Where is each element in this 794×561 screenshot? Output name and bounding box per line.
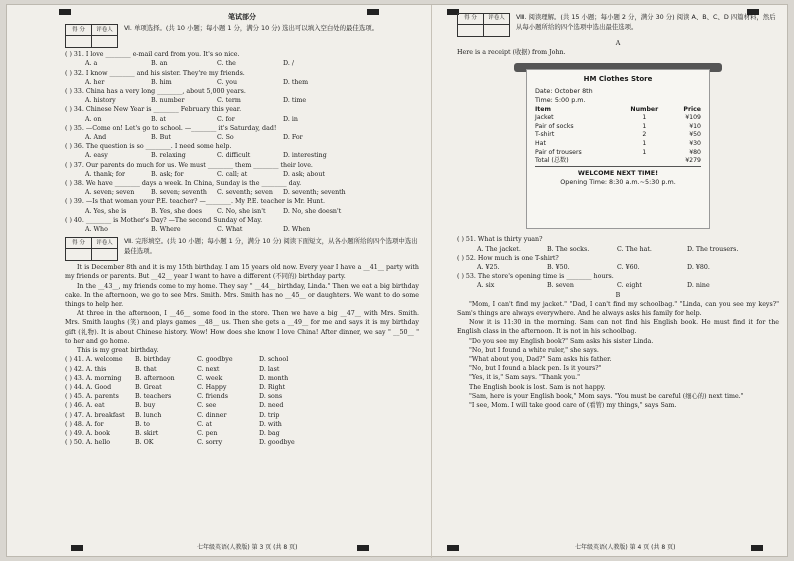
cloze-option-row (65, 438, 419, 447)
answer-option[interactable]: D. interesting (283, 152, 327, 160)
question-stem: ( ) 38. We have ________ days a week. In China, Sunday is the ________ day. (65, 180, 302, 188)
page-3 (7, 5, 427, 558)
cloze-option[interactable]: ( ) 46. A. eat (65, 402, 105, 410)
answer-option[interactable]: A. easy (85, 152, 108, 160)
answer-option[interactable]: C. So (217, 134, 234, 142)
answer-option[interactable]: B. an (151, 60, 168, 68)
page-4 (435, 5, 789, 558)
cloze-option-row (65, 411, 419, 420)
question-stem: ( ) 53. The store's opening time is ________ hours. (457, 273, 614, 281)
question-stem: ( ) 35. —Come on! Let's go to school. —________ it's Saturday, dad! (65, 124, 277, 132)
answer-option[interactable]: B. relaxing (151, 152, 186, 160)
answer-option[interactable]: D. ask; about (283, 170, 325, 178)
receipt-cell: 1 (642, 148, 647, 156)
passage-b-paragraph: "I see, Mom. I will take good care of (看管) my things," says Sam. (469, 402, 677, 410)
cloze-option[interactable]: ( ) 50. A. hello (65, 439, 111, 447)
part7-header (65, 237, 419, 261)
question-stem: ( ) 52. How much is one T-shirt? (457, 254, 559, 262)
answer-option[interactable]: B. Yes, she does (151, 207, 202, 215)
cloze-option[interactable]: ( ) 42. A. this (65, 365, 107, 373)
answer-option[interactable]: A. Yes, she is (85, 207, 127, 215)
welcome-text: WELCOME NEXT TIME! (577, 168, 659, 177)
receipt-cell: 1 (642, 122, 647, 130)
cloze-option[interactable]: D. Right (259, 383, 286, 391)
answer-option[interactable]: D. in (283, 115, 298, 123)
answer-options (65, 170, 419, 179)
answer-options (457, 263, 779, 272)
cloze-option-row (65, 392, 419, 401)
answer-option[interactable]: D. For (283, 134, 303, 142)
passage-b-paragraph: "Mom, I can't find my jacket." "Dad, I can't find my schoolbag." "Linda, can you see my keys?" Sam's things are always everywhere. And he always asks his family for help. (457, 300, 779, 318)
answer-option[interactable]: B. Where (151, 226, 181, 234)
cloze-option[interactable]: B. afternoon (135, 374, 175, 382)
question-stem: ( ) 34. Chinese New Year is ________ February this year. (65, 106, 242, 114)
answer-options (65, 151, 419, 160)
cloze-option[interactable]: ( ) 48. A. for (65, 420, 104, 428)
cloze-option[interactable]: B. teachers (135, 393, 172, 401)
passage-a-label: A (615, 40, 621, 47)
answer-option[interactable]: B. seven; seventh (151, 189, 207, 197)
answer-options (65, 115, 419, 124)
opening-hours: Opening Time: 8:30 a.m.~5:30 p.m. (560, 178, 676, 187)
receipt (526, 69, 710, 229)
answer-option[interactable]: A. on (85, 115, 102, 123)
answer-option[interactable]: B. number (151, 97, 185, 105)
question-stem: ( ) 37. Our parents do much for us. We must ________ them ________ their love. (65, 161, 313, 169)
passage-b-label: B (615, 291, 621, 299)
passage-b-paragraph: "What about you, Dad?" Sam asks his father. (469, 356, 612, 364)
cloze-option-row (65, 383, 419, 392)
receipt-cell: Pair of socks (535, 122, 574, 130)
answer-options (65, 78, 419, 87)
question-stem: ( ) 32. I know ________ and his sister. They're my friends. (65, 69, 245, 77)
score-box: 得 分 评卷人 (65, 24, 118, 48)
grader-cell[interactable] (92, 36, 118, 48)
answer-option[interactable]: C. seventh; seven (217, 189, 273, 197)
receipt-table: Item Number Price Jacket 1 ¥109 Pair of socks 1 ¥10 T-shirt 2 ¥50 Hat 1 ¥30 Pair of trousers 1 ¥80 Total (总数) ¥279 (535, 106, 701, 167)
page-footer: 七年级英语(人教版) 第 4 页 (共 8 页) (575, 543, 676, 551)
cloze-option-row (65, 401, 419, 410)
cloze-option-row (65, 365, 419, 374)
cloze-option[interactable]: B. buy (135, 402, 156, 410)
cloze-option[interactable]: D. need (259, 402, 284, 410)
receipt-row (535, 140, 701, 149)
answer-option[interactable]: D. seventh; seventh (283, 189, 346, 197)
answer-option[interactable]: C. the (217, 60, 236, 68)
answer-option[interactable]: C. difficult (217, 152, 251, 160)
answer-option[interactable]: A. six (477, 282, 495, 290)
receipt-cell: 1 (642, 114, 647, 122)
question-stem: ( ) 39. —Is that woman your P.E. teacher? —________. My P.E. teacher is Mr. Hunt. (65, 198, 326, 206)
cloze-option[interactable]: ( ) 45. A. parents (65, 393, 119, 401)
passage-b-paragraph: "Yes, it is," Sam says. "Thank you." (469, 374, 581, 382)
cloze-option[interactable]: D. with (259, 420, 282, 428)
cloze-options (65, 355, 419, 447)
receipt-time: Time: 5:00 p.m. (535, 96, 586, 105)
cloze-option[interactable]: D. bag (259, 429, 280, 437)
answer-option[interactable]: A. ¥25. (477, 264, 500, 272)
answer-options (457, 245, 779, 254)
grader-cell[interactable] (92, 249, 118, 261)
answer-option[interactable]: A. thank; for (85, 170, 126, 178)
answer-option[interactable]: D. When (283, 226, 311, 234)
receipt-cell: T-shirt (535, 131, 555, 139)
answer-options (65, 207, 419, 216)
answer-option[interactable]: B. at (151, 115, 166, 123)
part7-instruction: Ⅶ. 完形填空。(共 10 小题；每小题 1 分，满分 10 分) 阅读下面短文，从各小题所给的四个选项中选出最佳选项。 (124, 237, 418, 255)
passage-b (457, 300, 779, 410)
cloze-option[interactable]: ( ) 49. A. book (65, 429, 110, 437)
cloze-paragraph: At three in the afternoon, I __46__ some food in the store. Then we have a big __47__ with Mrs. Smith. Mrs. Smith laughs (笑) and plays games __48__ us. Then she gets a __49__ for me and says it is my birthday gift (礼物). It is about Chinese history. Wow! How does she know I love China! After dinner, we say " __50__ " to her and go home. (65, 310, 419, 345)
answer-option[interactable]: A. And (85, 134, 107, 142)
answer-option[interactable]: C. you (217, 78, 238, 86)
passage-b-paragraph: "Do you see my English book?" Sam asks his sister Linda. (469, 337, 654, 345)
cloze-option[interactable]: C. pen (197, 429, 218, 437)
score-cell[interactable] (458, 25, 484, 37)
answer-options (65, 133, 419, 142)
receipt-cell: Hat (535, 140, 546, 147)
answer-option[interactable]: A. history (85, 97, 116, 105)
cloze-option-row (65, 429, 419, 438)
answer-option[interactable]: A. seven; seven (85, 189, 135, 197)
part8-header (457, 13, 779, 37)
part6-header (65, 24, 419, 48)
cloze-option[interactable]: C. goodbye (197, 356, 233, 364)
section-title: 笔试部分 (228, 13, 256, 21)
answer-option[interactable]: B. seven (547, 282, 574, 290)
cloze-option-row (65, 355, 419, 364)
receipt-cell: Pair of trousers (535, 148, 582, 156)
passage-b-paragraph: "Sam, here is your English book," Mom says. "You must be careful (细心的) next time." (469, 392, 744, 400)
answer-option[interactable]: D. ¥80. (687, 264, 710, 272)
cloze-option[interactable]: B. OK (135, 439, 154, 447)
passage-b-paragraph: Now it is 11:30 in the morning. Sam can not find his English book. He must find it for the English class in the afternoon. It is not in his schoolbag. (457, 319, 779, 336)
answer-option[interactable]: C. ¥60. (617, 264, 640, 272)
answer-option[interactable]: B. him (151, 78, 172, 86)
answer-option[interactable]: D. No, she doesn't (283, 207, 342, 215)
question-stem: ( ) 36. The question is so ________. I need some help. (65, 143, 232, 151)
answer-option[interactable]: A. The jacket. (477, 245, 521, 253)
score-cell[interactable] (66, 249, 92, 261)
answer-option[interactable]: C. What (217, 226, 243, 234)
receipt-illustration (520, 63, 716, 231)
cloze-option[interactable]: C. week (197, 374, 223, 382)
answer-option[interactable]: C. No, she isn't (217, 207, 266, 215)
passage-b-paragraph: "No, but I found a white ruler," she says. (469, 346, 599, 354)
cloze-option[interactable]: B. Great (135, 383, 162, 391)
cloze-option-row (65, 374, 419, 383)
answer-options (65, 59, 419, 68)
store-name: HM Clothes Store (583, 75, 653, 84)
receipt-cell: 2 (642, 131, 647, 139)
total-price: ¥279 (669, 157, 701, 166)
cloze-option[interactable]: B. that (135, 365, 157, 373)
receipt-row (535, 131, 701, 140)
answer-options (65, 96, 419, 105)
cloze-option[interactable]: ( ) 43. A. morning (65, 374, 122, 382)
score-cell[interactable] (66, 36, 92, 48)
cloze-paragraph: This is my great birthday. (77, 347, 159, 355)
answer-option[interactable]: A. a (85, 60, 98, 68)
receipt-cell: 1 (642, 140, 647, 147)
answer-option[interactable]: C. The hat. (617, 245, 652, 253)
answer-option[interactable]: D. them (283, 78, 309, 86)
cloze-option[interactable]: C. next (197, 365, 220, 373)
question-stem: ( ) 40. ________ is Mother's Day? —The second Sunday of May. (65, 216, 263, 224)
answer-option[interactable]: B. ask; for (151, 170, 184, 178)
page-footer: 七年级英语(人教版) 第 3 页 (共 8 页) (197, 543, 298, 551)
cloze-option[interactable]: B. birthday (135, 356, 171, 364)
cloze-option[interactable]: C. Happy (197, 383, 227, 391)
receipt-cell: ¥109 (685, 114, 701, 122)
exam-sheet (6, 4, 788, 557)
score-box: 得 分 评卷人 (65, 237, 118, 261)
reading-a-questions (457, 235, 779, 290)
answer-option[interactable]: B. ¥50. (547, 264, 570, 272)
passage-b-paragraph: "No, but I found a black pen. Is it yours?" (469, 365, 602, 373)
cloze-option[interactable]: C. friends (197, 393, 228, 401)
cloze-option[interactable]: C. see (197, 402, 217, 410)
cloze-option[interactable]: B. lunch (135, 411, 162, 419)
grader-cell[interactable] (484, 25, 510, 37)
receipt-cell: ¥50 (689, 131, 701, 139)
receipt-cell: ¥10 (689, 122, 701, 130)
cloze-option[interactable]: ( ) 41. A. welcome (65, 356, 123, 364)
cloze-option[interactable]: B. skirt (135, 429, 159, 437)
score-box: 得 分 评卷人 (457, 13, 510, 37)
cloze-option[interactable]: C. at (197, 420, 212, 428)
answer-option[interactable]: A. Who (85, 226, 108, 234)
part6-questions (65, 50, 419, 234)
cloze-option[interactable]: ( ) 44. A. Good (65, 383, 112, 391)
cloze-option[interactable]: B. to (135, 420, 150, 428)
cloze-paragraph: It is December 8th and it is my 15th birthday. I am 15 years old now. Every year I have a __41__ party with my friends or parents. But __42__ year I want to have a different (不同的) birthday party. (65, 264, 419, 281)
cloze-option[interactable]: D. last (259, 365, 280, 373)
question-stem: ( ) 33. China has a very long ________, about 5,000 years. (65, 88, 246, 96)
cloze-passage (65, 263, 419, 355)
cloze-option[interactable]: D. trip (259, 411, 280, 419)
passage-b-paragraph: The English book is lost. Sam is not happy. (469, 383, 606, 391)
receipt-cell: ¥30 (689, 140, 701, 147)
cloze-option[interactable]: D. school (259, 356, 289, 364)
question-stem: ( ) 31. I love ________ e-mail card from you. It's so nice. (65, 51, 240, 59)
receipt-cell: ¥80 (689, 148, 701, 156)
cloze-option-row (65, 420, 419, 429)
receipt-intro: Here is a receipt (收据) from John. (457, 49, 566, 57)
answer-options (457, 281, 779, 290)
receipt-row (535, 123, 701, 132)
part6-instruction: Ⅵ. 单项选择。(共 10 小题；每小题 1 分，满分 10 分) 选出可以填入空白处的最佳选项。 (124, 24, 378, 33)
answer-option[interactable]: C. term (217, 97, 241, 105)
question-stem: ( ) 51. What is thirty yuan? (457, 236, 543, 244)
page-fold (431, 5, 432, 558)
cloze-option[interactable]: ( ) 47. A. breakfast (65, 411, 125, 419)
answer-options (65, 188, 419, 197)
answer-option[interactable]: C. for (217, 115, 235, 123)
total-label: Total (总数) (535, 157, 619, 166)
part8-instruction: Ⅷ. 阅读理解。(共 15 小题；每小题 2 分，满分 30 分) 阅读 A、B、C、D 四篇材料，然后从每小题所给的四个选项中选出最佳选项。 (516, 13, 776, 31)
answer-option[interactable]: D. The trousers. (687, 245, 739, 253)
cloze-option[interactable]: C. sorry (197, 439, 223, 447)
answer-option[interactable]: B. The socks. (547, 245, 590, 253)
answer-option[interactable]: D. time (283, 97, 307, 105)
answer-option[interactable]: A. her (85, 78, 105, 86)
receipt-cell: Jacket (535, 114, 554, 122)
answer-option[interactable]: B. But (151, 134, 171, 142)
cloze-option[interactable]: D. month (259, 374, 289, 382)
answer-options (65, 225, 419, 234)
receipt-row (535, 114, 701, 123)
receipt-date: Date: October 8th (535, 86, 593, 95)
answer-option[interactable]: C. call; at (217, 170, 248, 178)
answer-option[interactable]: D. nine (687, 282, 710, 290)
cloze-option[interactable]: C. dinner (197, 411, 227, 419)
cloze-option[interactable]: D. sons (259, 393, 283, 401)
answer-option[interactable]: C. eight (617, 282, 642, 290)
cloze-paragraph: In the __43__, my friends come to my home. They say " __44__ birthday, Linda." Then we eat a big birthday cake. In the afternoon, we go to see Mrs. Smith. Mrs. Smith has no __45__ or daughters. We want to do some things to help her. (65, 282, 419, 309)
receipt-row (535, 149, 701, 158)
cloze-option[interactable]: D. goodbye (259, 439, 295, 447)
answer-option[interactable]: D. / (283, 60, 294, 68)
